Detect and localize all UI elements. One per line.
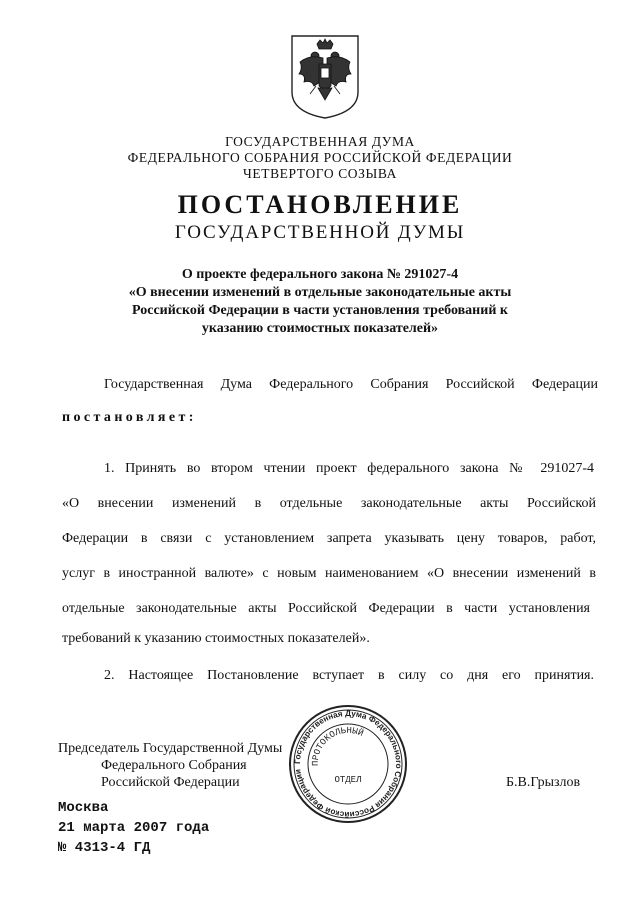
seal-inner-mid: ОТДЕЛ	[334, 775, 362, 785]
footer-number: № 4313-4 ГД	[58, 840, 151, 856]
seal-ring-text: Государственная Дума Федерального Собрания Российской Федерации	[292, 708, 404, 820]
item-1-line-3: Федерации в связи с установлением запрета указывать цену товаров, работ,	[62, 531, 596, 546]
item-1-line-2: «О внесении изменений в отдельные законодательные акты Российской	[62, 496, 596, 511]
subject-line-4: указанию стоимостных показателей»	[201, 321, 439, 336]
resolves-word: постановляет:	[62, 410, 197, 425]
signatory-title-line-1: Председатель Государственной Думы	[58, 741, 283, 756]
official-seal-stamp	[286, 702, 410, 826]
item-1-line-5: отдельные законодательные акты Российской Федерации в части установления	[62, 601, 590, 616]
item-1-line-4: услуг в иностранной валюте» с новым наименованием «О внесении изменений в	[62, 566, 596, 581]
issuer-line-3: ЧЕТВЕРТОГО СОЗЫВА	[243, 166, 397, 181]
document-title: ПОСТАНОВЛЕНИЕ	[177, 190, 463, 219]
signatory-name: Б.В.Грызлов	[506, 775, 581, 790]
document-subtitle: ГОСУДАРСТВЕННОЙ ДУМЫ	[174, 222, 466, 243]
item-2-line-1: 2. Настоящее Постановление вступает в силу со дня его принятия.	[104, 668, 594, 683]
issuer-line-2: ФЕДЕРАЛЬНОГО СОБРАНИЯ РОССИЙСКОЙ ФЕДЕРАЦИИ	[127, 150, 513, 165]
issuer-line-1: ГОСУДАРСТВЕННАЯ ДУМА	[225, 134, 415, 149]
signatory-title-line-3: Российской Федерации	[101, 775, 240, 790]
subject-line-1: О проекте федерального закона № 291027-4	[181, 267, 459, 282]
footer-city: Москва	[58, 800, 109, 816]
subject-line-2: «О внесении изменений в отдельные законодательные акты	[128, 285, 512, 300]
item-1-line-1: 1. Принять во втором чтении проект федерального закона № 291027-4	[104, 461, 594, 476]
subject-line-3: Российской Федерации в части установления требований к	[132, 303, 508, 318]
footer-date: 21 марта 2007 года	[58, 820, 210, 836]
preamble-text: Государственная Дума Федерального Собрания Российской Федерации	[104, 377, 598, 392]
seal-inner-top: ПРОТОКОЛЬНЫЙ	[310, 725, 365, 767]
signatory-title-line-2: Федерального Собрания	[101, 758, 247, 773]
item-1-line-6: требований к указанию стоимостных показателей».	[62, 631, 370, 646]
coat-of-arms-emblem	[290, 34, 360, 120]
